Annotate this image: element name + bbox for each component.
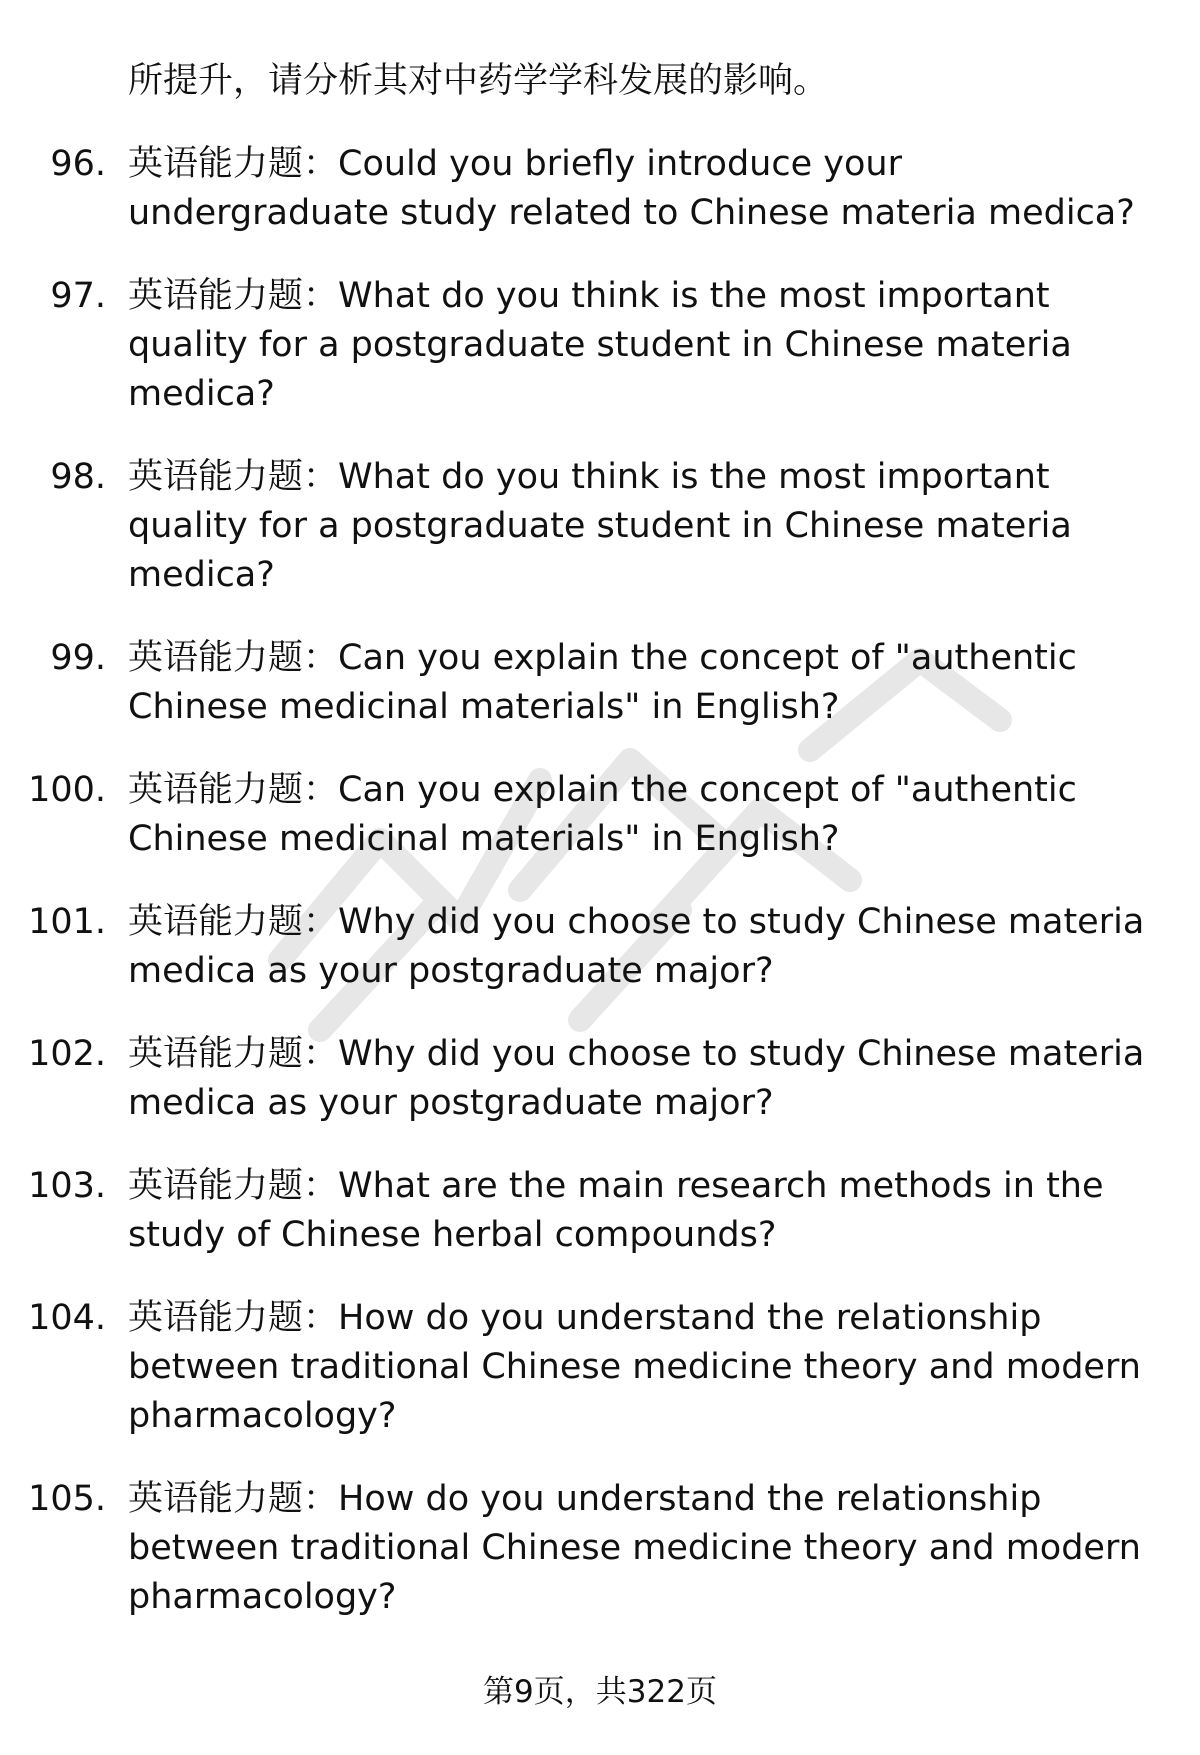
question-body	[128, 1030, 1168, 1128]
question-tag: 英语能力题：	[128, 638, 339, 678]
question-tag: 英语能力题：	[128, 902, 339, 942]
question-number: 101.	[28, 902, 106, 942]
question-text: How do you understand the relationship between traditional Chinese medicine theory and modern pharmacology?	[128, 1298, 1141, 1436]
question-item-104	[0, 1294, 1200, 1441]
page-footer: 第9页，共322页	[483, 1674, 717, 1710]
question-list	[0, 140, 1200, 1656]
question-body	[128, 1294, 1168, 1441]
question-body	[128, 898, 1168, 996]
question-number: 104.	[28, 1298, 106, 1338]
question-text: Why did you choose to study Chinese materia medica as your postgraduate major?	[128, 1034, 1145, 1123]
question-text: What do you think is the most important quality for a postgraduate student in Chinese materia medica?	[128, 276, 1072, 414]
question-tag: 英语能力题：	[128, 1479, 339, 1519]
question-item-99	[0, 634, 1200, 732]
question-tag: 英语能力题：	[128, 770, 339, 810]
question-body	[128, 766, 1168, 864]
question-number: 102.	[28, 1034, 106, 1074]
question-item-105	[0, 1475, 1200, 1622]
question-tag: 英语能力题：	[128, 1034, 339, 1074]
question-item-98	[0, 453, 1200, 600]
question-number: 99.	[50, 638, 106, 678]
question-item-102	[0, 1030, 1200, 1128]
question-text: What do you think is the most important quality for a postgraduate student in Chinese materia medica?	[128, 457, 1072, 595]
question-tag: 英语能力题：	[128, 1298, 339, 1338]
question-body	[128, 272, 1168, 419]
question-number: 103.	[28, 1166, 106, 1206]
question-item-97	[0, 272, 1200, 419]
question-body	[128, 1162, 1168, 1260]
question-text: Why did you choose to study Chinese materia medica as your postgraduate major?	[128, 902, 1145, 991]
question-number: 98.	[50, 457, 106, 497]
question-tag: 英语能力题：	[128, 457, 339, 497]
question-text: Can you explain the concept of "authentic Chinese medicinal materials" in English?	[128, 770, 1077, 859]
question-body	[128, 1475, 1168, 1622]
question-number: 100.	[28, 770, 106, 810]
question-text: How do you understand the relationship between traditional Chinese medicine theory and modern pharmacology?	[128, 1479, 1141, 1617]
question-number: 97.	[50, 276, 106, 316]
question-tag: 英语能力题：	[128, 1166, 339, 1206]
question-body	[128, 140, 1168, 238]
question-item-96	[0, 140, 1200, 238]
intro-text: 所提升，请分析其对中药学学科发展的影响。	[128, 61, 829, 101]
question-body	[128, 453, 1168, 600]
question-item-101	[0, 898, 1200, 996]
question-text: Can you explain the concept of "authentic Chinese medicinal materials" in English?	[128, 638, 1077, 727]
question-number: 96.	[50, 144, 106, 184]
question-tag: 英语能力题：	[128, 276, 339, 316]
question-item-103	[0, 1162, 1200, 1260]
question-text: What are the main research methods in the study of Chinese herbal compounds?	[128, 1166, 1104, 1255]
question-text: Could you briefly introduce your undergraduate study related to Chinese materia medica?	[128, 144, 1135, 233]
question-number: 105.	[28, 1479, 106, 1519]
question-body	[128, 634, 1168, 732]
question-tag: 英语能力题：	[128, 144, 339, 184]
question-item-100	[0, 766, 1200, 864]
